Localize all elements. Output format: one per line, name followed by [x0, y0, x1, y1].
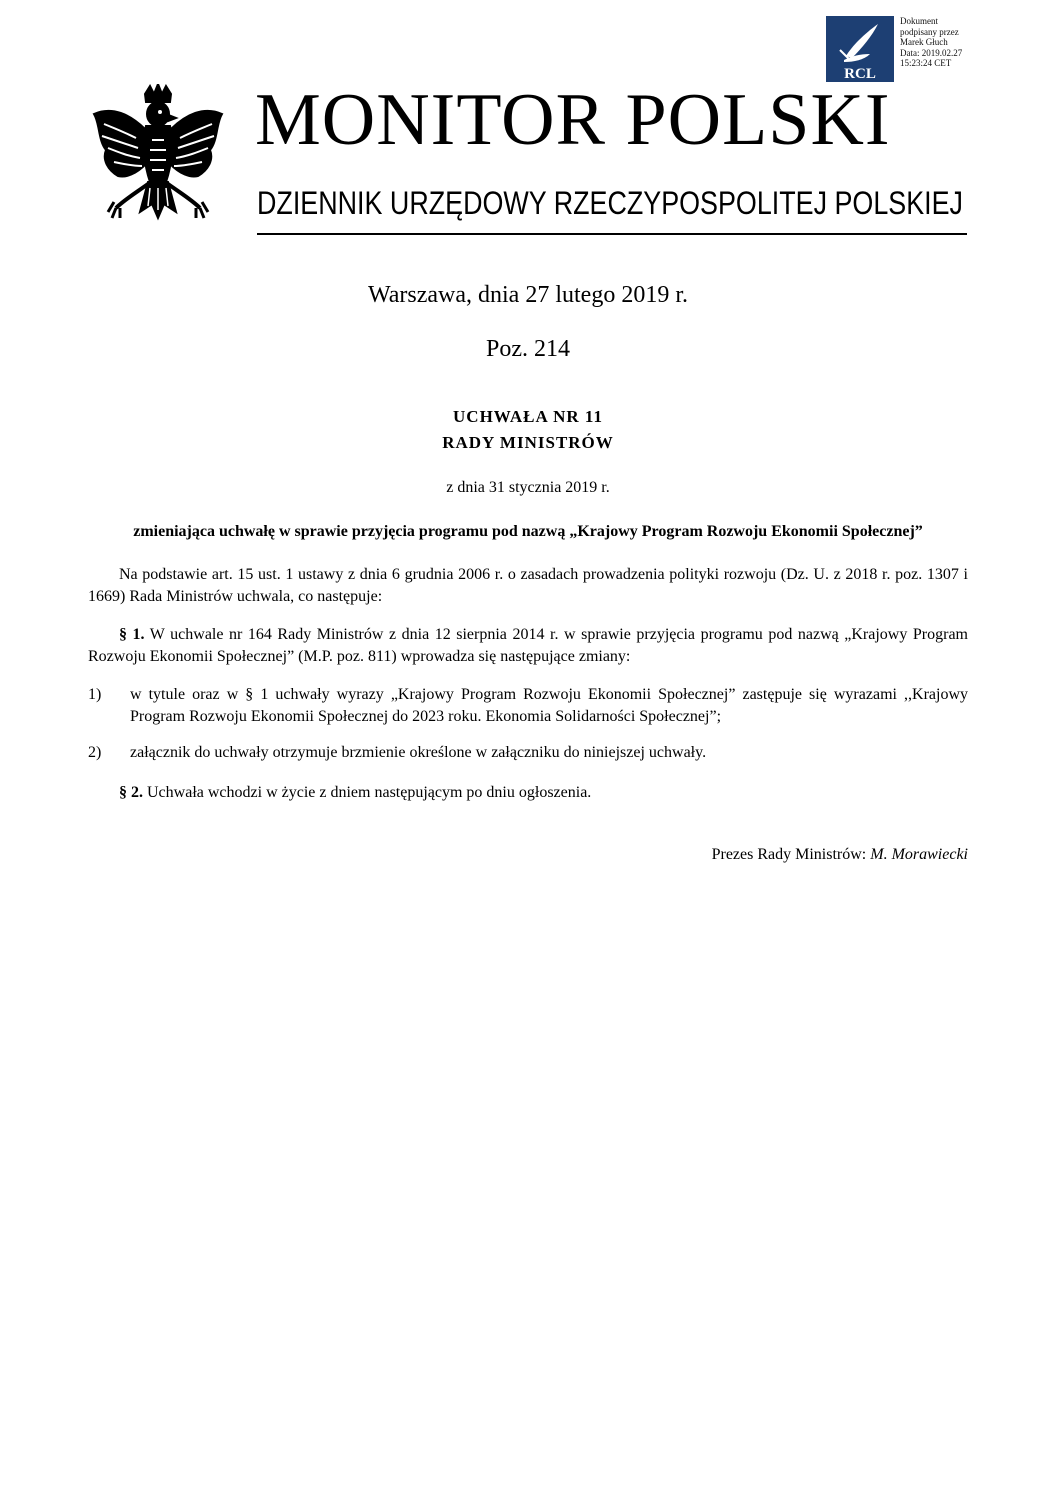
act-date: z dnia 31 stycznia 2019 r. [446, 479, 610, 496]
list-item-number: 1) [88, 686, 102, 703]
stamp-line: 15:23:24 CET [900, 58, 952, 68]
section-1-text: W uchwale nr 164 Rady Ministrów z dnia 12 sierpnia 2014 r. w sprawie przyjęcia programu pod nazwą „Krajowy Program Rozwoju Ekonomii Społecznej” (M.P. poz. 811) wprowadza się następujące zmiany: [88, 626, 969, 665]
signature-name: M. Morawiecki [870, 846, 968, 863]
stamp-line: Dokument [900, 16, 938, 26]
section-2 [88, 782, 968, 804]
stamp-line: Data: 2019.02.27 [900, 47, 963, 58]
act-subject: zmieniająca uchwałę w sprawie przyjęcia programu pod nazwą „Krajowy Program Rozwoju Ekonomii Społecznej” [133, 523, 923, 540]
list-item: załącznik do uchwały otrzymuje brzmienie określone w załączniku do niniejszej uchwały. [130, 744, 707, 761]
stamp-signature-info [900, 16, 1010, 69]
signature-stamp-logo [826, 16, 894, 82]
signature-role: Prezes Rady Ministrów: [711, 846, 871, 863]
publication-date: Warszawa, dnia 27 lutego 2019 r. [368, 282, 688, 308]
section-1 [88, 624, 968, 668]
stamp-logo-text: RCL [844, 66, 876, 82]
masthead-title: MONITOR POLSKI [255, 79, 891, 161]
list-item: w tytule oraz w § 1 uchwały wyrazy „Krajowy Program Rozwoju Ekonomii Społecznej” zastępuje się wyrazami ,,Krajowy Program Rozwoju Ekonomii Społecznej do 2023 roku. Ekonomia Solidarności Społecznej”; [130, 686, 968, 725]
act-title: UCHWAŁA NR 11 [453, 407, 603, 426]
list-item-number: 2) [88, 744, 102, 761]
act-issuer: RADY MINISTRÓW [442, 433, 614, 452]
signature-block [500, 845, 968, 865]
preamble: Na podstawie art. 15 ust. 1 ustawy z dnia 6 grudnia 2006 r. o zasadach prowadzenia polityki rozwoju (Dz. U. z 2018 r. poz. 1307 i 1669) Rada Ministrów uchwala, co następuje: [88, 566, 968, 605]
eagle-emblem-icon [90, 84, 225, 236]
masthead-subtitle: DZIENNIK URZĘDOWY RZECZYPOSPOLITEJ POLSKIEJ [257, 185, 963, 221]
stamp-line: Marek Głuch [900, 37, 948, 47]
quill-pen-icon [826, 16, 894, 82]
section-1-label: § 1. [119, 626, 145, 643]
position-number: Poz. 214 [486, 336, 570, 362]
masthead-divider [257, 233, 967, 235]
stamp-line: podpisany przez [900, 26, 959, 37]
section-2-label: § 2. [119, 784, 143, 801]
section-2-text: Uchwała wchodzi w życie z dniem następującym po dniu ogłoszenia. [143, 784, 592, 801]
